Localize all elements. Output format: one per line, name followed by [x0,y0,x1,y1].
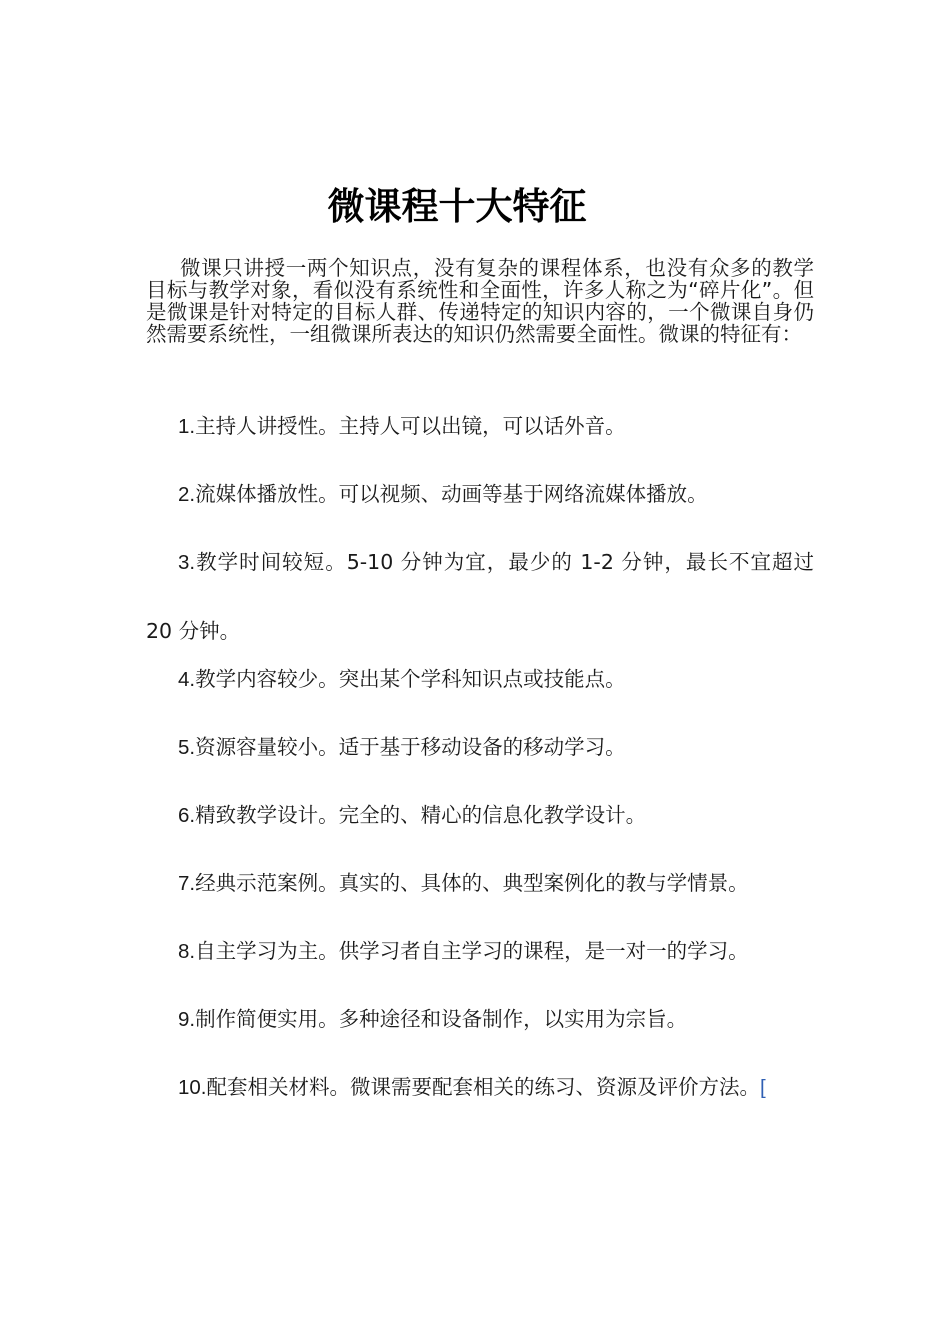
item-text: 经典示范案例。真实的、具体的、典型案例化的教与学情景。 [195,871,749,895]
item-number: 6. [178,804,196,827]
item-number: 4. [178,668,196,691]
item-text: 教学时间较短。5-10 分钟为宜，最少的 1-2 分钟，最长不宜超过 20 分钟。 [146,550,814,643]
item-text: 自主学习为主。供学习者自主学习的课程，是一对一的学习。 [195,939,749,963]
item-text: 教学内容较少。突出某个学科知识点或技能点。 [195,667,626,691]
item-number: 9. [178,1008,196,1031]
feature-item-5 [146,713,814,782]
feature-item-4 [146,645,814,714]
feature-item-8 [146,917,814,986]
item-text: 制作简便实用。多种途径和设备制作，以实用为宗旨。 [195,1007,688,1031]
item-text: 精致教学设计。完全的、精心的信息化教学设计。 [195,803,647,827]
item-number: 3. [178,551,196,574]
item-number: 5. [178,736,196,759]
item-number: 1. [178,415,196,438]
item-number: 2. [178,483,196,506]
feature-item-10 [146,1053,814,1122]
item-text: 主持人讲授性。主持人可以出镜，可以话外音。 [195,414,626,438]
item-number: 10. [178,1076,207,1099]
feature-item-1 [146,392,814,461]
feature-item-7 [146,849,814,918]
item-text: 流媒体播放性。可以视频、动画等基于网络流媒体播放。 [195,482,708,506]
feature-item-2 [146,460,814,529]
item-number: 8. [178,940,196,963]
feature-item-6 [146,781,814,850]
reference-link[interactable]: [ [760,1076,766,1099]
item-number: 7. [178,872,196,895]
document-title: 微课程十大特征 [327,185,587,228]
intro-paragraph: 微课只讲授一两个知识点，没有复杂的课程体系，也没有众多的教学目标与教学对象，看似没有系统性和全面性，许多人称之为“碎片化”。但是微课是针对特定的目标人群、传递特定的知识内容的，一个微课自身仍然需要系统性，一组微课所表达的知识仍然需要全面性。微课的特征有： [146,256,814,346]
item-text: 资源容量较小。适于基于移动设备的移动学习。 [195,735,626,759]
feature-item-9 [146,985,814,1054]
item-text: 配套相关材料。微课需要配套相关的练习、资源及评价方法。 [206,1075,760,1099]
